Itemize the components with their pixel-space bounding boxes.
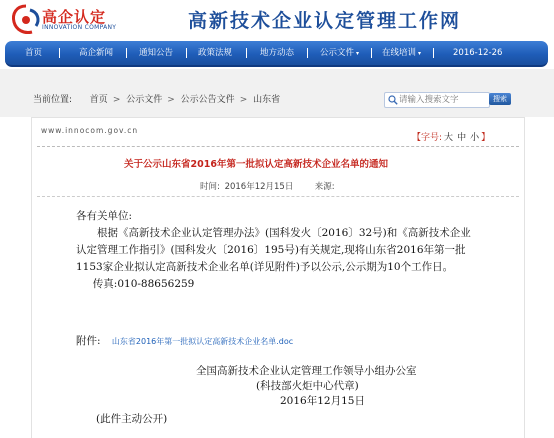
breadcrumb bbox=[33, 92, 282, 105]
nav-divider bbox=[433, 48, 434, 58]
font-size-control bbox=[412, 130, 490, 143]
breadcrumb-item-shandong[interactable]: 山东省 bbox=[253, 95, 281, 105]
article-body bbox=[76, 208, 476, 293]
nav-item-label: 首页 bbox=[25, 48, 43, 58]
divider bbox=[37, 196, 519, 198]
nav-item-policies[interactable] bbox=[198, 41, 232, 65]
fax-line: 传真:010-88656259 bbox=[92, 278, 195, 290]
nav-item-public-files[interactable] bbox=[320, 41, 359, 65]
breadcrumb-separator: > bbox=[112, 95, 121, 105]
breadcrumb-prefix: 当前位置: bbox=[33, 95, 73, 105]
body-paragraph: 根据《高新技术企业认定管理办法》(国科发火〔2016〕32号)和《高新技术企业认定管理工作指引》(国科发火〔2016〕195号)有关规定,现将山东省2016年第一批1153家企业拟认定高新技术企业名单(详见附件)予以公示,公示期为10个工作日。 bbox=[76, 227, 471, 273]
site-domain: www.innocom.gov.cn bbox=[41, 126, 139, 135]
salutation: 各有关单位: bbox=[76, 210, 133, 222]
nav-item-home[interactable] bbox=[25, 41, 42, 65]
search-box bbox=[384, 92, 490, 108]
site-header bbox=[0, 0, 554, 42]
main-nav bbox=[5, 41, 548, 67]
font-size-small[interactable]: 小 bbox=[470, 133, 480, 143]
logo-swirl-icon bbox=[8, 2, 44, 38]
nav-item-label: 高企新闻 bbox=[79, 48, 114, 58]
signature-block bbox=[196, 364, 446, 409]
site-logo[interactable] bbox=[8, 2, 128, 38]
nav-item-label: 公示文件 bbox=[320, 48, 355, 58]
nav-divider bbox=[307, 48, 308, 58]
font-size-label: 【字号: bbox=[412, 133, 443, 143]
font-size-medium[interactable]: 中 bbox=[457, 133, 467, 143]
breadcrumb-item-announcements[interactable]: 公示公告文件 bbox=[180, 95, 235, 105]
nav-item-training[interactable] bbox=[382, 41, 421, 65]
breadcrumb-separator: > bbox=[167, 95, 175, 105]
article-meta bbox=[200, 180, 337, 192]
logo-subtext: INNOVATION COMPANY bbox=[42, 24, 117, 31]
time-label: 时间: bbox=[200, 182, 220, 192]
chevron-down-icon: ▾ bbox=[356, 50, 360, 57]
nav-item-label: 政策法规 bbox=[198, 48, 233, 58]
nav-divider bbox=[126, 48, 127, 58]
signature-date: 2016年12月15日 bbox=[280, 395, 365, 407]
nav-item-label: 在线培训 bbox=[382, 48, 417, 58]
source-label: 来源: bbox=[314, 182, 335, 192]
nav-item-label: 通知公告 bbox=[139, 48, 174, 58]
nav-divider bbox=[59, 48, 60, 58]
nav-item-news[interactable] bbox=[79, 41, 113, 65]
signature-seal: (科技部火炬中心代章) bbox=[256, 380, 359, 392]
article-title: 关于公示山东省2016年第一批拟认定高新技术企业名单的通知 bbox=[124, 159, 388, 170]
attachment-label: 附件: bbox=[76, 335, 101, 347]
divider bbox=[37, 146, 519, 148]
font-size-close: 】 bbox=[481, 133, 491, 143]
public-note: (此件主动公开) bbox=[96, 413, 168, 425]
chevron-down-icon: ▾ bbox=[418, 50, 422, 57]
nav-item-local[interactable] bbox=[260, 41, 294, 65]
nav-item-notices[interactable] bbox=[139, 41, 173, 65]
attachment-link[interactable]: 山东省2016年第一批拟认定高新技术企业名单.doc bbox=[111, 337, 294, 346]
site-title: 高新技术企业认定管理工作网 bbox=[188, 10, 462, 32]
font-size-large[interactable]: 大 bbox=[444, 133, 454, 143]
time-value: 2016年12月15日 bbox=[224, 182, 294, 192]
nav-divider bbox=[186, 48, 187, 58]
nav-divider bbox=[246, 48, 247, 58]
nav-divider bbox=[371, 48, 372, 58]
breadcrumb-separator: > bbox=[239, 95, 248, 105]
attachment bbox=[76, 333, 293, 348]
search-button[interactable]: 搜索 bbox=[489, 93, 511, 105]
nav-item-label: 地方动态 bbox=[260, 48, 295, 58]
logo-text: 高企认定 bbox=[42, 8, 107, 26]
nav-date: 2016-12-26 bbox=[453, 48, 503, 58]
breadcrumb-item-public-files[interactable]: 公示文件 bbox=[126, 95, 163, 105]
signature-org: 全国高新技术企业认定管理工作领导小组办公室 bbox=[196, 365, 417, 377]
search-input[interactable] bbox=[399, 93, 485, 107]
breadcrumb-item-home[interactable]: 首页 bbox=[89, 95, 108, 105]
search-icon bbox=[388, 95, 398, 105]
